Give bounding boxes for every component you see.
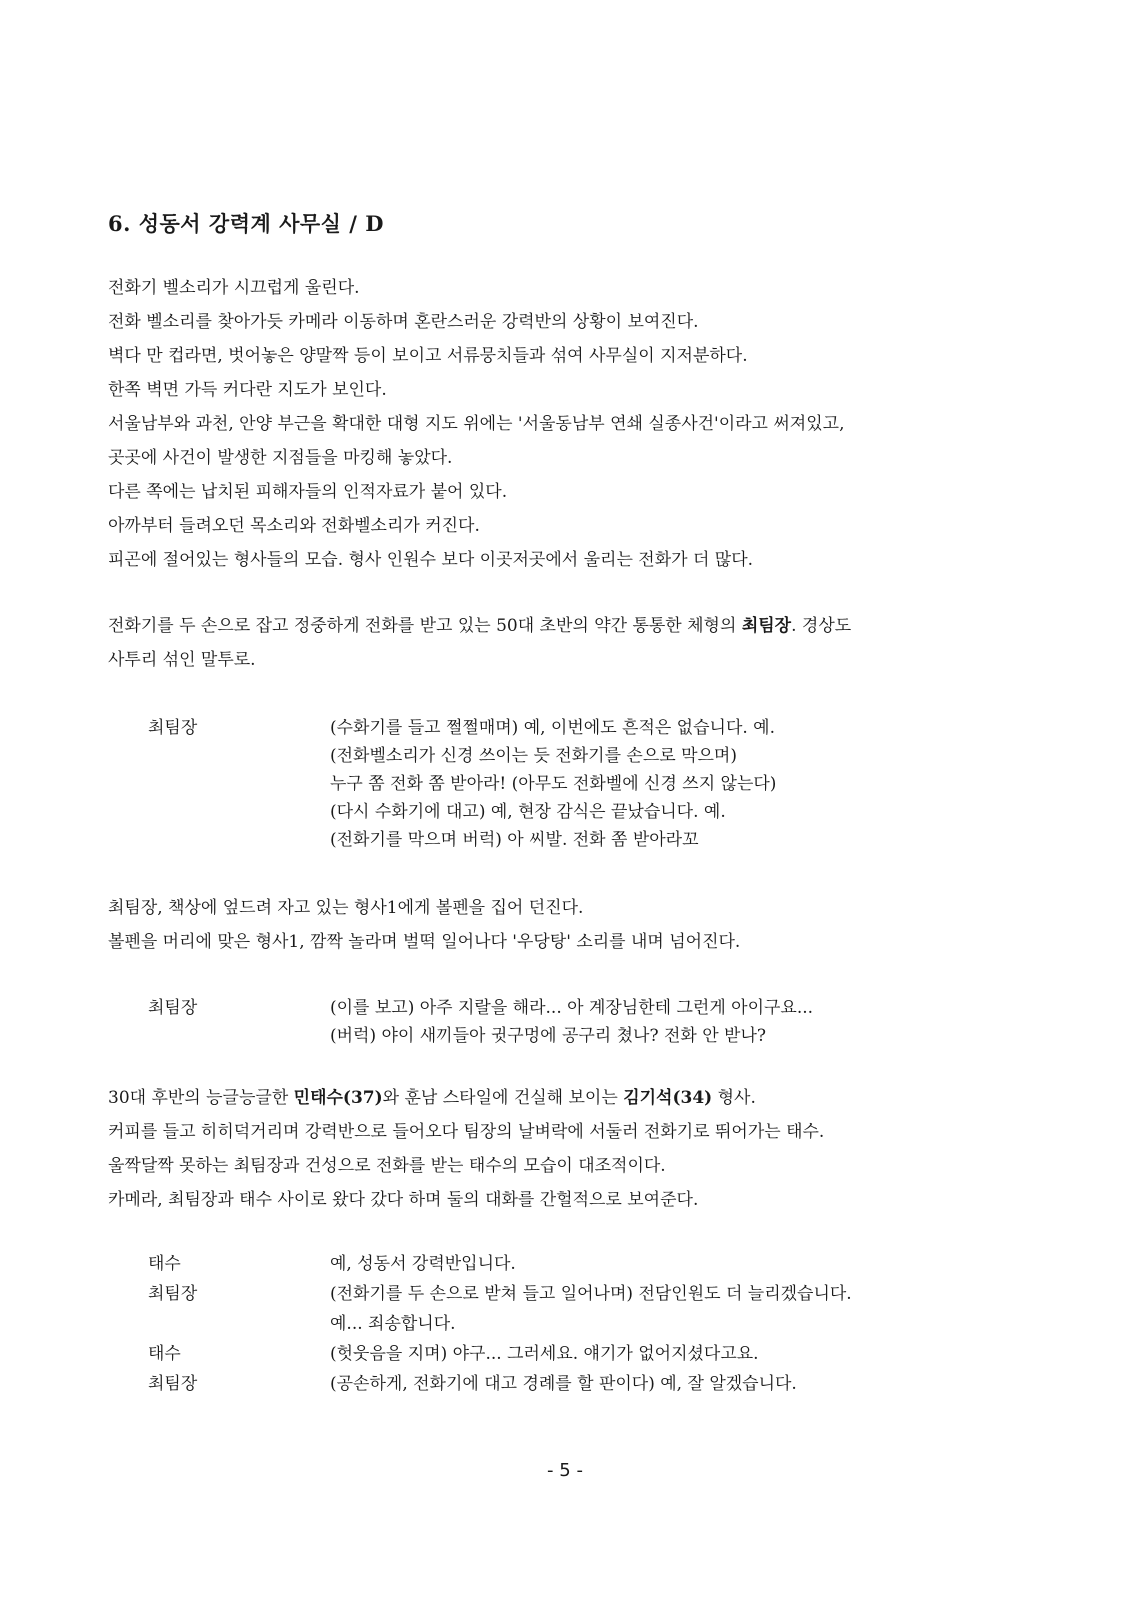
action-line: 최팀장, 책상에 엎드려 자고 있는 형사1에게 볼펜을 집어 던진다. xyxy=(108,898,584,918)
dialogue-speaker: 최팀장 xyxy=(148,1374,198,1394)
action-text: 형사. xyxy=(712,1088,756,1108)
action-line: 커피를 들고 히히덕거리며 강력반으로 들어오다 팀장의 날벼락에 서둘러 전화기로 뛰어가는 태수. xyxy=(108,1122,825,1142)
dialogue-speaker: 태수 xyxy=(148,1254,181,1274)
action-line: 곳곳에 사건이 발생한 지점들을 마킹해 놓았다. xyxy=(108,448,453,468)
action-text: 30대 후반의 능글능글한 xyxy=(108,1088,294,1108)
dialogue-line: (전화기를 두 손으로 받쳐 들고 일어나며) 전담인원도 더 늘리겠습니다. xyxy=(330,1284,852,1304)
action-line: 다른 쪽에는 납치된 피해자들의 인적자료가 붙어 있다. xyxy=(108,482,508,502)
action-line: 볼펜을 머리에 맞은 형사1, 깜짝 놀라며 벌떡 일어나다 '우당탕' 소리를 내며 넘어진다. xyxy=(108,932,741,952)
intro-line-2: 사투리 섞인 말투로. xyxy=(108,650,256,670)
dialogue-line: (수화기를 들고 쩔쩔매며) 예, 이번에도 흔적은 없습니다. 예. xyxy=(330,718,776,738)
dialogue-line: (전화기를 막으며 버럭) 아 씨발. 전화 쫌 받아라꼬 xyxy=(330,830,699,850)
character-name: 김기석(34) xyxy=(623,1088,713,1108)
dialogue-speaker: 태수 xyxy=(148,1344,181,1364)
dialogue-line: (공손하게, 전화기에 대고 경례를 할 판이다) 예, 잘 알겠습니다. xyxy=(330,1374,797,1394)
dialogue-line: (이를 보고) 아주 지랄을 해라... 아 계장님한테 그런게 아이구요... xyxy=(330,998,814,1018)
action-line: 벽다 만 컵라면, 벗어놓은 양말짝 등이 보이고 서류뭉치들과 섞여 사무실이 지저분하다. xyxy=(108,346,748,366)
scene-heading: 6. 성동서 강력계 사무실 / D xyxy=(108,211,384,236)
action-line: 전화 벨소리를 찾아가듯 카메라 이동하며 혼란스러운 강력반의 상황이 보여진다. xyxy=(108,312,699,332)
action-line: 서울남부와 과천, 안양 부근을 확대한 대형 지도 위에는 '서울동남부 연쇄 실종사건'이라고 써져있고, xyxy=(108,414,845,434)
intro-line-1 xyxy=(108,618,851,635)
dialogue-speaker: 최팀장 xyxy=(148,1284,198,1304)
dialogue-line: 예... 죄송합니다. xyxy=(330,1314,456,1334)
action-line: 전화기 벨소리가 시끄럽게 울린다. xyxy=(108,278,360,298)
character-name: 민태수(37) xyxy=(293,1088,383,1108)
page-number: - 5 - xyxy=(547,1460,583,1481)
dialogue-line: (버럭) 야이 새끼들아 귓구멍에 공구리 쳤나? 전화 안 받나? xyxy=(330,1026,767,1046)
character-name: 최팀장 xyxy=(741,616,792,636)
action-line xyxy=(108,1090,756,1107)
dialogue-line: 누구 쫌 전화 쫌 받아라! (아무도 전화벨에 신경 쓰지 않는다) xyxy=(330,774,777,794)
action-text: 와 훈남 스타일에 건실해 보이는 xyxy=(382,1088,624,1108)
action-line: 한쪽 벽면 가득 커다란 지도가 보인다. xyxy=(108,380,387,400)
dialogue-line: (전화벨소리가 신경 쓰이는 듯 전화기를 손으로 막으며) xyxy=(330,746,737,766)
dialogue-line: 예, 성동서 강력반입니다. xyxy=(330,1254,516,1274)
dialogue-line: (다시 수화기에 대고) 예, 현장 감식은 끝났습니다. 예. xyxy=(330,802,726,822)
intro-text: . 경상도 xyxy=(791,616,852,636)
action-line: 카메라, 최팀장과 태수 사이로 왔다 갔다 하며 둘의 대화를 간헐적으로 보여준다. xyxy=(108,1190,699,1210)
action-line: 피곤에 절어있는 형사들의 모습. 형사 인원수 보다 이곳저곳에서 울리는 전화가 더 많다. xyxy=(108,550,754,570)
action-line: 울짝달짝 못하는 최팀장과 건성으로 전화를 받는 태수의 모습이 대조적이다. xyxy=(108,1156,666,1176)
dialogue-speaker: 최팀장 xyxy=(148,718,198,738)
dialogue-line: (헛웃음을 지며) 야구... 그러세요. 얘기가 없어지셨다고요. xyxy=(330,1344,759,1364)
intro-text: 전화기를 두 손으로 잡고 정중하게 전화를 받고 있는 50대 초반의 약간 통통한 체형의 xyxy=(108,616,742,636)
dialogue-speaker: 최팀장 xyxy=(148,998,198,1018)
action-line: 아까부터 들려오던 목소리와 전화벨소리가 커진다. xyxy=(108,516,480,536)
